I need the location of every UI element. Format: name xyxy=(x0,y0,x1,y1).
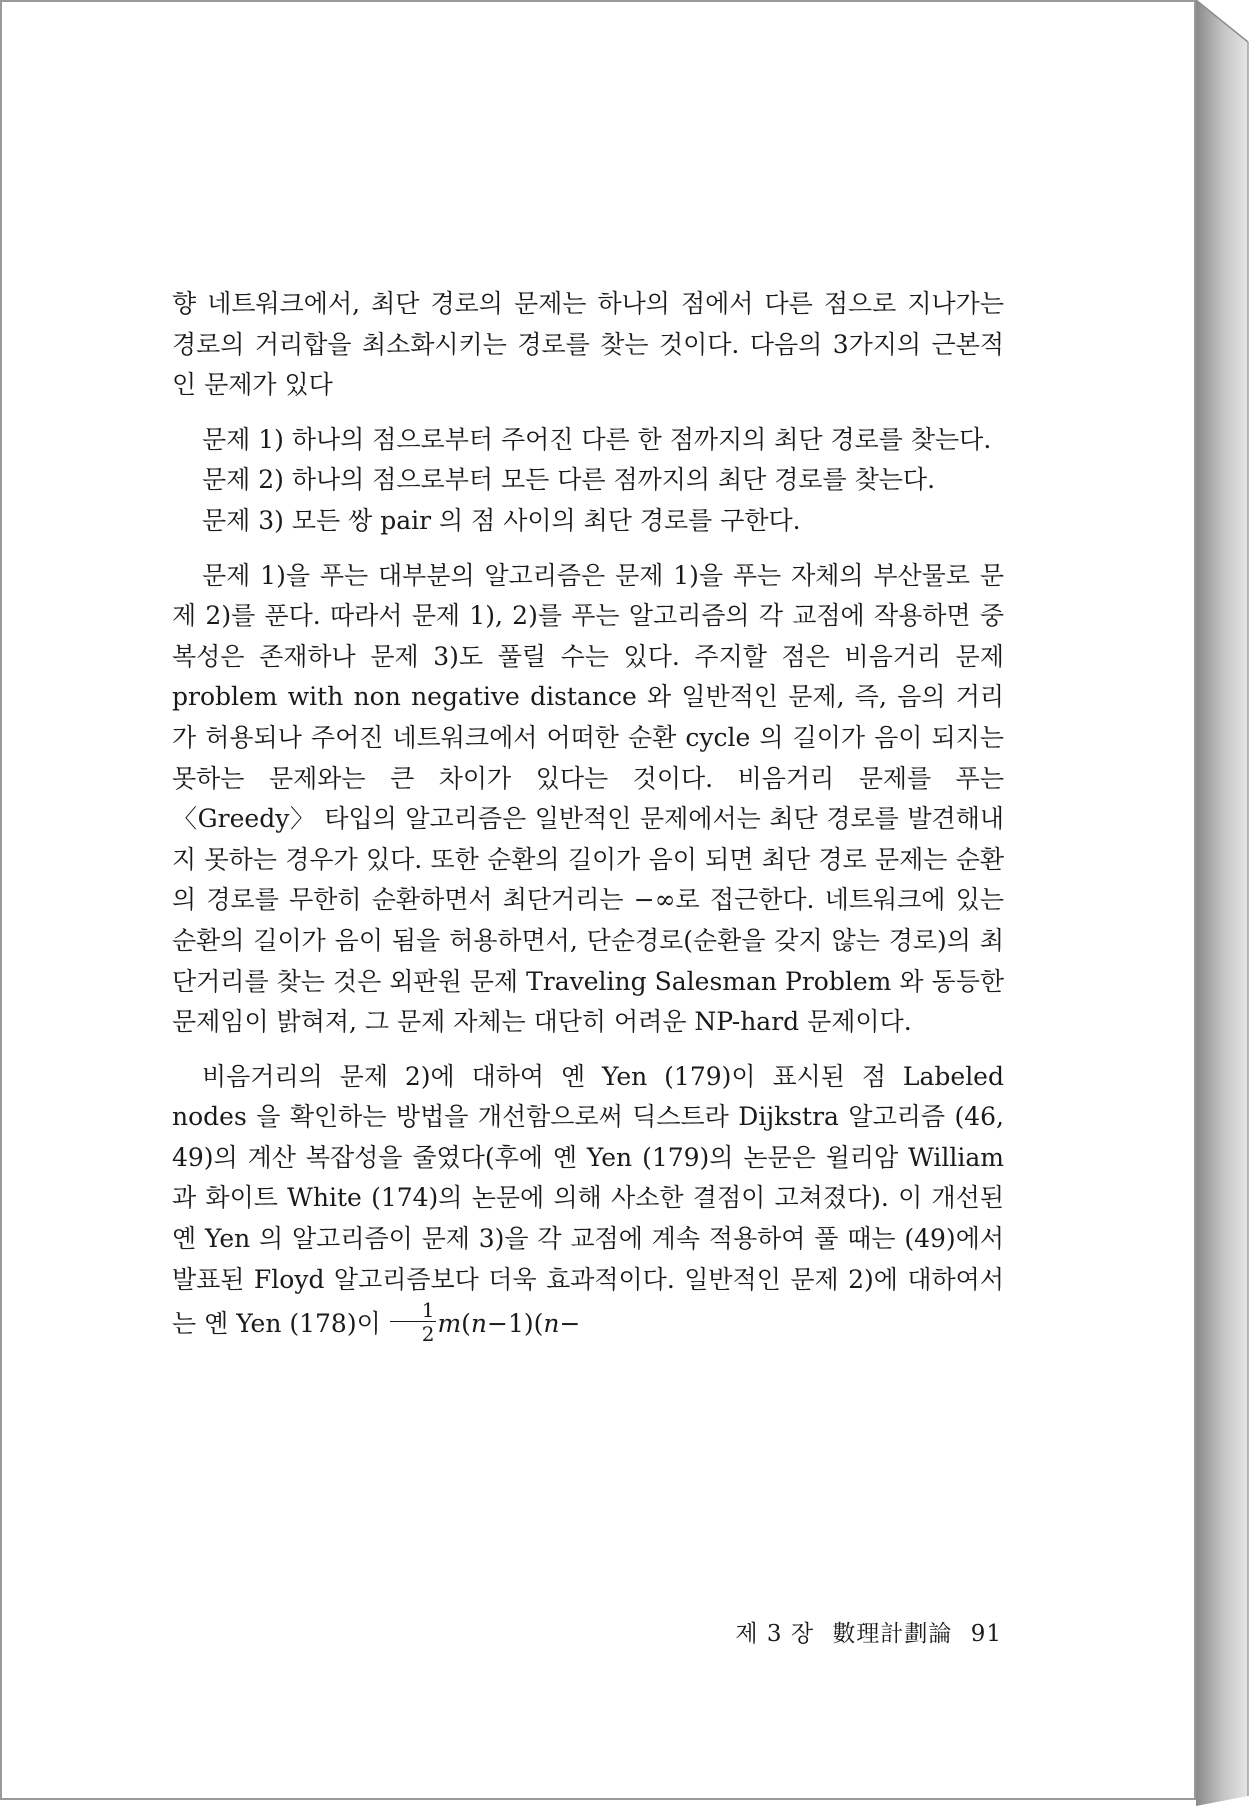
formula-var-n1: n xyxy=(470,1309,488,1339)
fraction-denominator: 2 xyxy=(421,1322,435,1347)
paragraph-intro: 향 네트워크에서, 최단 경로의 문제는 하나의 점에서 다른 점으로 지나가는 경로의 거리합을 최소화시키는 경로를 찾는 것이다. 다음의 3가지의 근본적인 문제가 있다 xyxy=(172,289,1004,400)
page-edge-graphic xyxy=(1196,0,1253,1806)
fraction xyxy=(390,1298,437,1347)
footer-chapter: 제 3 장 xyxy=(735,1621,815,1647)
formula-tail: − xyxy=(559,1309,581,1339)
page-edge-shadow xyxy=(1196,0,1253,1806)
footer-page-number: 91 xyxy=(970,1621,1002,1647)
edge-shape xyxy=(1196,0,1248,1806)
paragraph-gap xyxy=(172,1043,1004,1057)
paragraph-discussion: 문제 1)을 푸는 대부분의 알고리즘은 문제 1)을 푸는 자체의 부산물로 문제 2)를 푼다. 따라서 문제 1), 2)를 푸는 알고리즘의 각 교점에 작용하면 중복성은 존재하나 문제 3)도 풀릴 수는 있다. 주지할 점은 비음거리 문제 problem with non negative distance 와 일반적인 문제, 즉, 음의 거리가 허용되나 주어진 네트워크에서 어떠한 순환 cycle 의 길이가 음이 되지는 못하는 문제와는 큰 차이가 있다는 것이다. 비음거리 문제를 푸는 〈Greedy〉 타입의 알고리즘은 일반적인 문제에서는 최단 경로를 발견해내지 못하는 경우가 있다. 또한 순환의 길이가 음이 되면 최단 경로 문제는 순환의 경로를 무한히 순환하면서 최단거리는 −∞로 접근한다. 네트워크에 있는 순환의 길이가 음이 됨을 허용하면서, 단순경로(순환을 갖지 않는 경로)의 최단거리를 찾는 것은 외판원 문제 Traveling Salesman Problem 와 동등한 문제임이 밝혀져, 그 문제 자체는 대단히 어려운 NP-hard 문제이다. xyxy=(172,560,1004,1037)
fraction-numerator: 1 xyxy=(390,1300,437,1322)
paragraph-gap xyxy=(172,542,1004,556)
paragraph-yen xyxy=(172,1057,1004,1345)
formula xyxy=(389,1298,581,1347)
paragraph-yen-text: 비음거리의 문제 2)에 대하여 옌 Yen (179)이 표시된 점 Labeled nodes 을 확인하는 방법을 개선함으로써 딕스트라 Dijkstra 알고리즘 (46, 49)의 계산 복잡성을 줄였다(후에 옌 Yen (179)의 논문은 윌리암 William 과 화이트 White (174)의 논문에 의해 사소한 결점이 고쳐졌다). 이 개선된 옌 Yen 의 알고리즘이 문제 3)을 각 교점에 계속 적용하여 풀 때는 (49)에서 발표된 Floyd 알고리즘보다 더욱 효과적이다. 일반적인 문제 2)에 대하여서는 옌 Yen (178)이 xyxy=(172,1061,1004,1339)
problem-1: 문제 1) 하나의 점으로부터 주어진 다른 한 점까지의 최단 경로를 찾는다. xyxy=(202,424,992,454)
formula-var-n2: n xyxy=(543,1309,560,1339)
paragraph-gap xyxy=(172,406,1004,420)
problem-3: 문제 3) 모든 쌍 pair 의 점 사이의 최단 경로를 구한다. xyxy=(202,505,801,535)
formula-var-m: m xyxy=(437,1309,462,1339)
problem-2: 문제 2) 하나의 점으로부터 모든 다른 점까지의 최단 경로를 찾는다. xyxy=(202,465,936,495)
body-text xyxy=(172,284,1004,1345)
footer-title: 數理計劃論 xyxy=(832,1621,953,1647)
page-footer xyxy=(702,1615,1002,1648)
formula-open: ( xyxy=(461,1309,471,1339)
formula-minus-one: −1)( xyxy=(487,1309,544,1339)
